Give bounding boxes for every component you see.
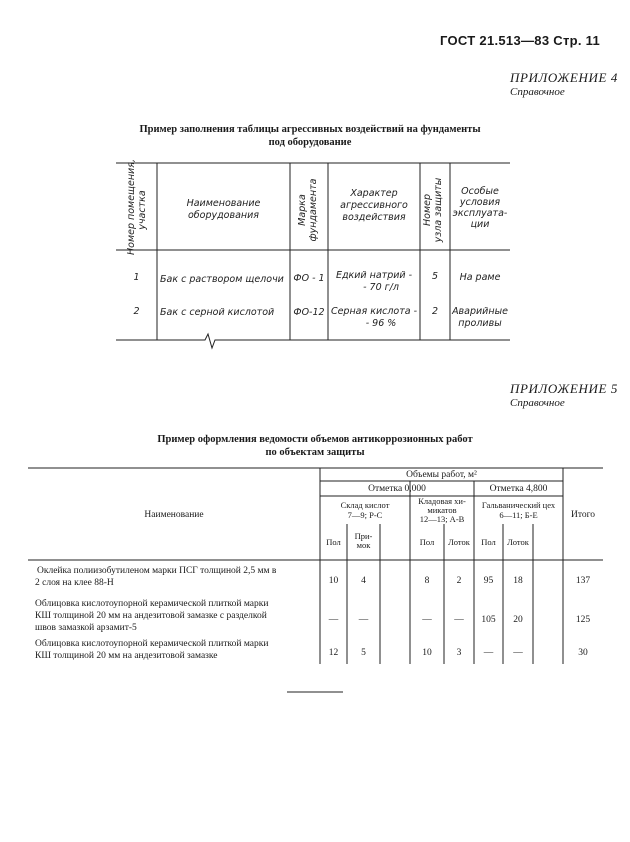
col-name-header: Наименование [144, 510, 204, 520]
col-room-header: Номер помещения, участка [126, 159, 148, 255]
table-2-title: Пример оформления ведомости объемов антикоррозионных работ по объектам защиты [157, 434, 473, 458]
row-num: 2 [133, 306, 140, 317]
row-name: Облицовка кислотоупорной керамической плиткой марки КШ толщиной 20 мм на андезитовой замазке [35, 639, 269, 661]
cell-value: 2 [456, 576, 462, 586]
row-brand: ФО - 1 [293, 273, 325, 284]
cell-value: 10 [422, 648, 432, 658]
sub-pol-header: Пол [481, 537, 496, 547]
cell-value: 20 [513, 615, 523, 625]
cell-value: 18 [513, 576, 523, 586]
cell-value: 5 [361, 648, 366, 658]
cell-value: 3 [456, 648, 462, 658]
row-cond: На раме [459, 272, 501, 283]
cell-value: — [422, 615, 432, 625]
appendix-5-title: ПРИЛОЖЕНИЕ 5 [510, 381, 618, 396]
row-num: 1 [133, 272, 140, 283]
cell-value: 105 [481, 615, 496, 625]
col-char-header: Характер агрессивного воздействия [340, 188, 408, 223]
sub-lotok-header: Лоток [507, 537, 529, 547]
cell-value: — [513, 648, 523, 658]
appendix-4-title: ПРИЛОЖЕНИЕ 4 [510, 70, 618, 85]
row-name: Оклейка полиизобутиленом марки ПСГ толщиной 2,5 мм в 2 слоя на клее 88-Н [35, 566, 277, 588]
col-node-header: Номер узла защиты [422, 177, 444, 243]
cell-total: 125 [575, 615, 591, 625]
cell-value: 10 [328, 576, 339, 586]
cell-value: 8 [424, 576, 430, 586]
cell-value: 4 [361, 576, 366, 586]
group-2-header: Кладовая хи- микатов 12—13; А-В [418, 496, 466, 524]
sub-pol-header: Пол [326, 537, 341, 547]
sub-priyamok-header: При- мок [354, 531, 373, 550]
group-3-header: Гальванический цех 6—11; Б-Е [481, 500, 556, 520]
sub-pol-header: Пол [419, 537, 435, 547]
col-brand-header: Марка фундамента [297, 178, 319, 242]
level-2-header: Отметка 4,800 [489, 484, 548, 494]
total-header: Итого [570, 510, 596, 520]
row-char: Серная кислота - - 96 % [330, 306, 418, 329]
row-cond: Аварийные проливы [452, 306, 508, 329]
row-char: Едкий натрий - - 70 г/л [335, 270, 413, 293]
cell-total: 30 [578, 648, 588, 658]
row-name: Облицовка кислотоупорной керамической плиткой марки КШ толщиной 20 мм на андезитовой замазке с разделкой швов замазкой арзамит-5 [35, 599, 269, 633]
cell-value: — [454, 615, 464, 625]
table-1-title: Пример заполнения таблицы агрессивных воздействий на фундаменты под оборудование [139, 124, 481, 148]
cell-value: — [328, 615, 339, 625]
cell-value: — [358, 615, 369, 625]
row-name: Бак с серной кислотой [160, 307, 275, 318]
col-cond-header: Особые условия эксплуата- ции [452, 186, 508, 230]
level-1-header: Отметка 0,000 [368, 484, 426, 494]
row-node: 5 [431, 271, 439, 282]
row-name: Бак с раствором щелочи [160, 274, 284, 285]
sub-lotok-header: Лоток [448, 537, 470, 547]
col-name-header: Наименование оборудования [186, 198, 261, 221]
volumes-header: Объемы работ, м² [406, 470, 477, 480]
row-node: 2 [431, 306, 439, 317]
cell-value: 95 [483, 576, 494, 586]
cell-total: 137 [575, 576, 591, 586]
row-brand: ФО-12 [293, 307, 325, 318]
page-header-ref: ГОСТ 21.513—83 Стр. 11 [440, 33, 601, 48]
group-1-header: Склад кислот 7—9; Р-С [340, 500, 390, 520]
appendix-5-subtitle: Справочное [510, 397, 565, 409]
appendix-4-subtitle: Справочное [510, 86, 565, 98]
cell-value: 12 [328, 648, 339, 658]
cell-value: — [483, 648, 494, 658]
